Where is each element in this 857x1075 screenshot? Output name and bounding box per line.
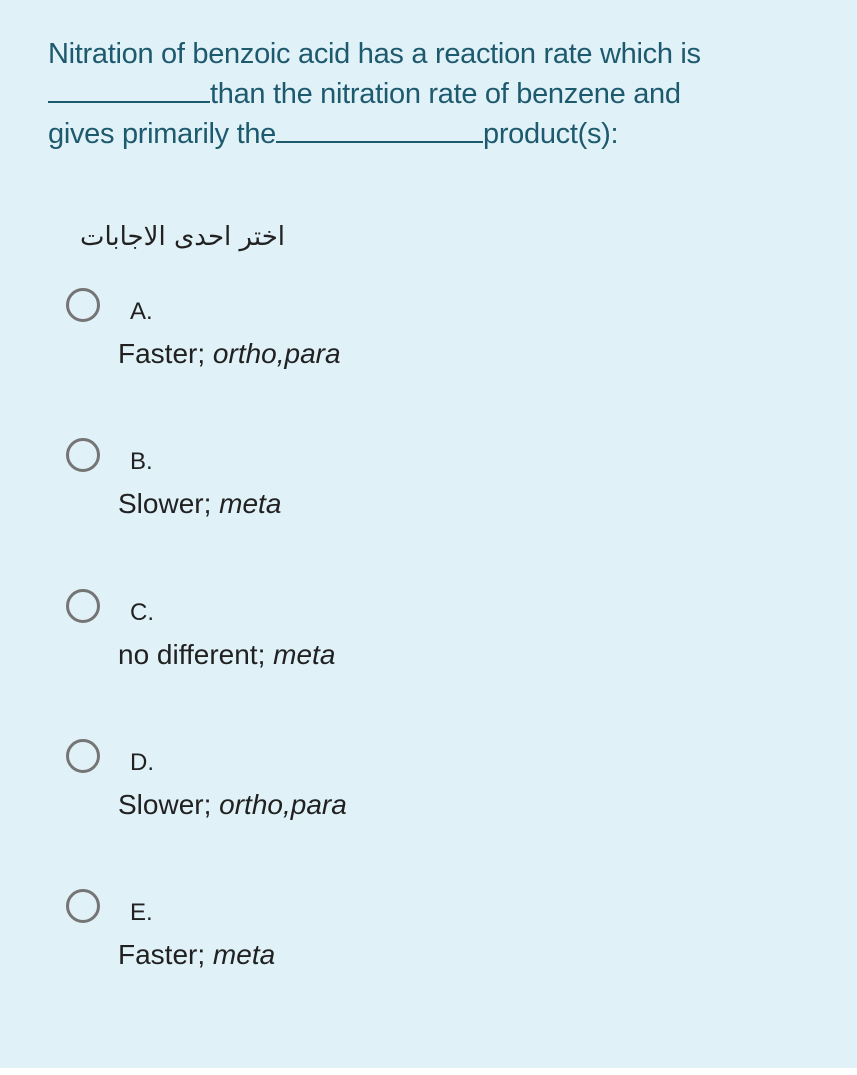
option-c-radio[interactable]	[66, 589, 100, 623]
option-c-emphasis: meta	[273, 639, 336, 670]
option-b-label: Slower;	[118, 488, 220, 519]
question-line-1: Nitration of benzoic acid has a reaction rate which is	[48, 38, 701, 70]
option-d-label: Slower;	[118, 789, 220, 820]
option-a[interactable]	[66, 288, 566, 378]
option-a-radio[interactable]	[66, 288, 100, 322]
choose-answer-instruction: اختر احدى الاجابات	[80, 222, 285, 252]
option-d-radio[interactable]	[66, 739, 100, 773]
option-a-emphasis: ortho,para	[212, 338, 341, 369]
option-e-letter: E.	[130, 899, 153, 926]
option-b[interactable]	[66, 438, 566, 528]
option-d-text	[118, 789, 347, 821]
option-d-letter: D.	[130, 749, 154, 776]
option-c-label: no different;	[118, 639, 274, 670]
option-c-text	[118, 639, 335, 671]
option-a-letter: A.	[130, 298, 153, 325]
option-b-text	[118, 488, 281, 520]
answer-blank-2	[276, 119, 483, 143]
option-b-radio[interactable]	[66, 438, 100, 472]
option-a-label: Faster;	[118, 338, 213, 369]
question-line-3-start: gives primarily the	[48, 118, 276, 150]
question-text	[48, 34, 828, 154]
option-e-radio[interactable]	[66, 889, 100, 923]
question-line-3-end: product(s):	[483, 118, 619, 150]
answer-blank-1	[48, 79, 210, 103]
option-b-letter: B.	[130, 448, 153, 475]
option-a-text	[118, 338, 341, 370]
question-line-2-text: than the nitration rate of benzene and	[210, 78, 681, 110]
option-e-text	[118, 939, 275, 971]
option-e[interactable]	[66, 889, 566, 979]
option-d-emphasis: ortho,para	[219, 789, 347, 820]
question-line-3	[48, 114, 828, 154]
option-c-letter: C.	[130, 599, 154, 626]
option-d[interactable]	[66, 739, 566, 829]
option-b-emphasis: meta	[219, 488, 282, 519]
option-e-emphasis: meta	[212, 939, 276, 970]
option-c[interactable]	[66, 589, 566, 679]
option-e-label: Faster;	[118, 939, 213, 970]
question-line-2	[48, 74, 828, 114]
